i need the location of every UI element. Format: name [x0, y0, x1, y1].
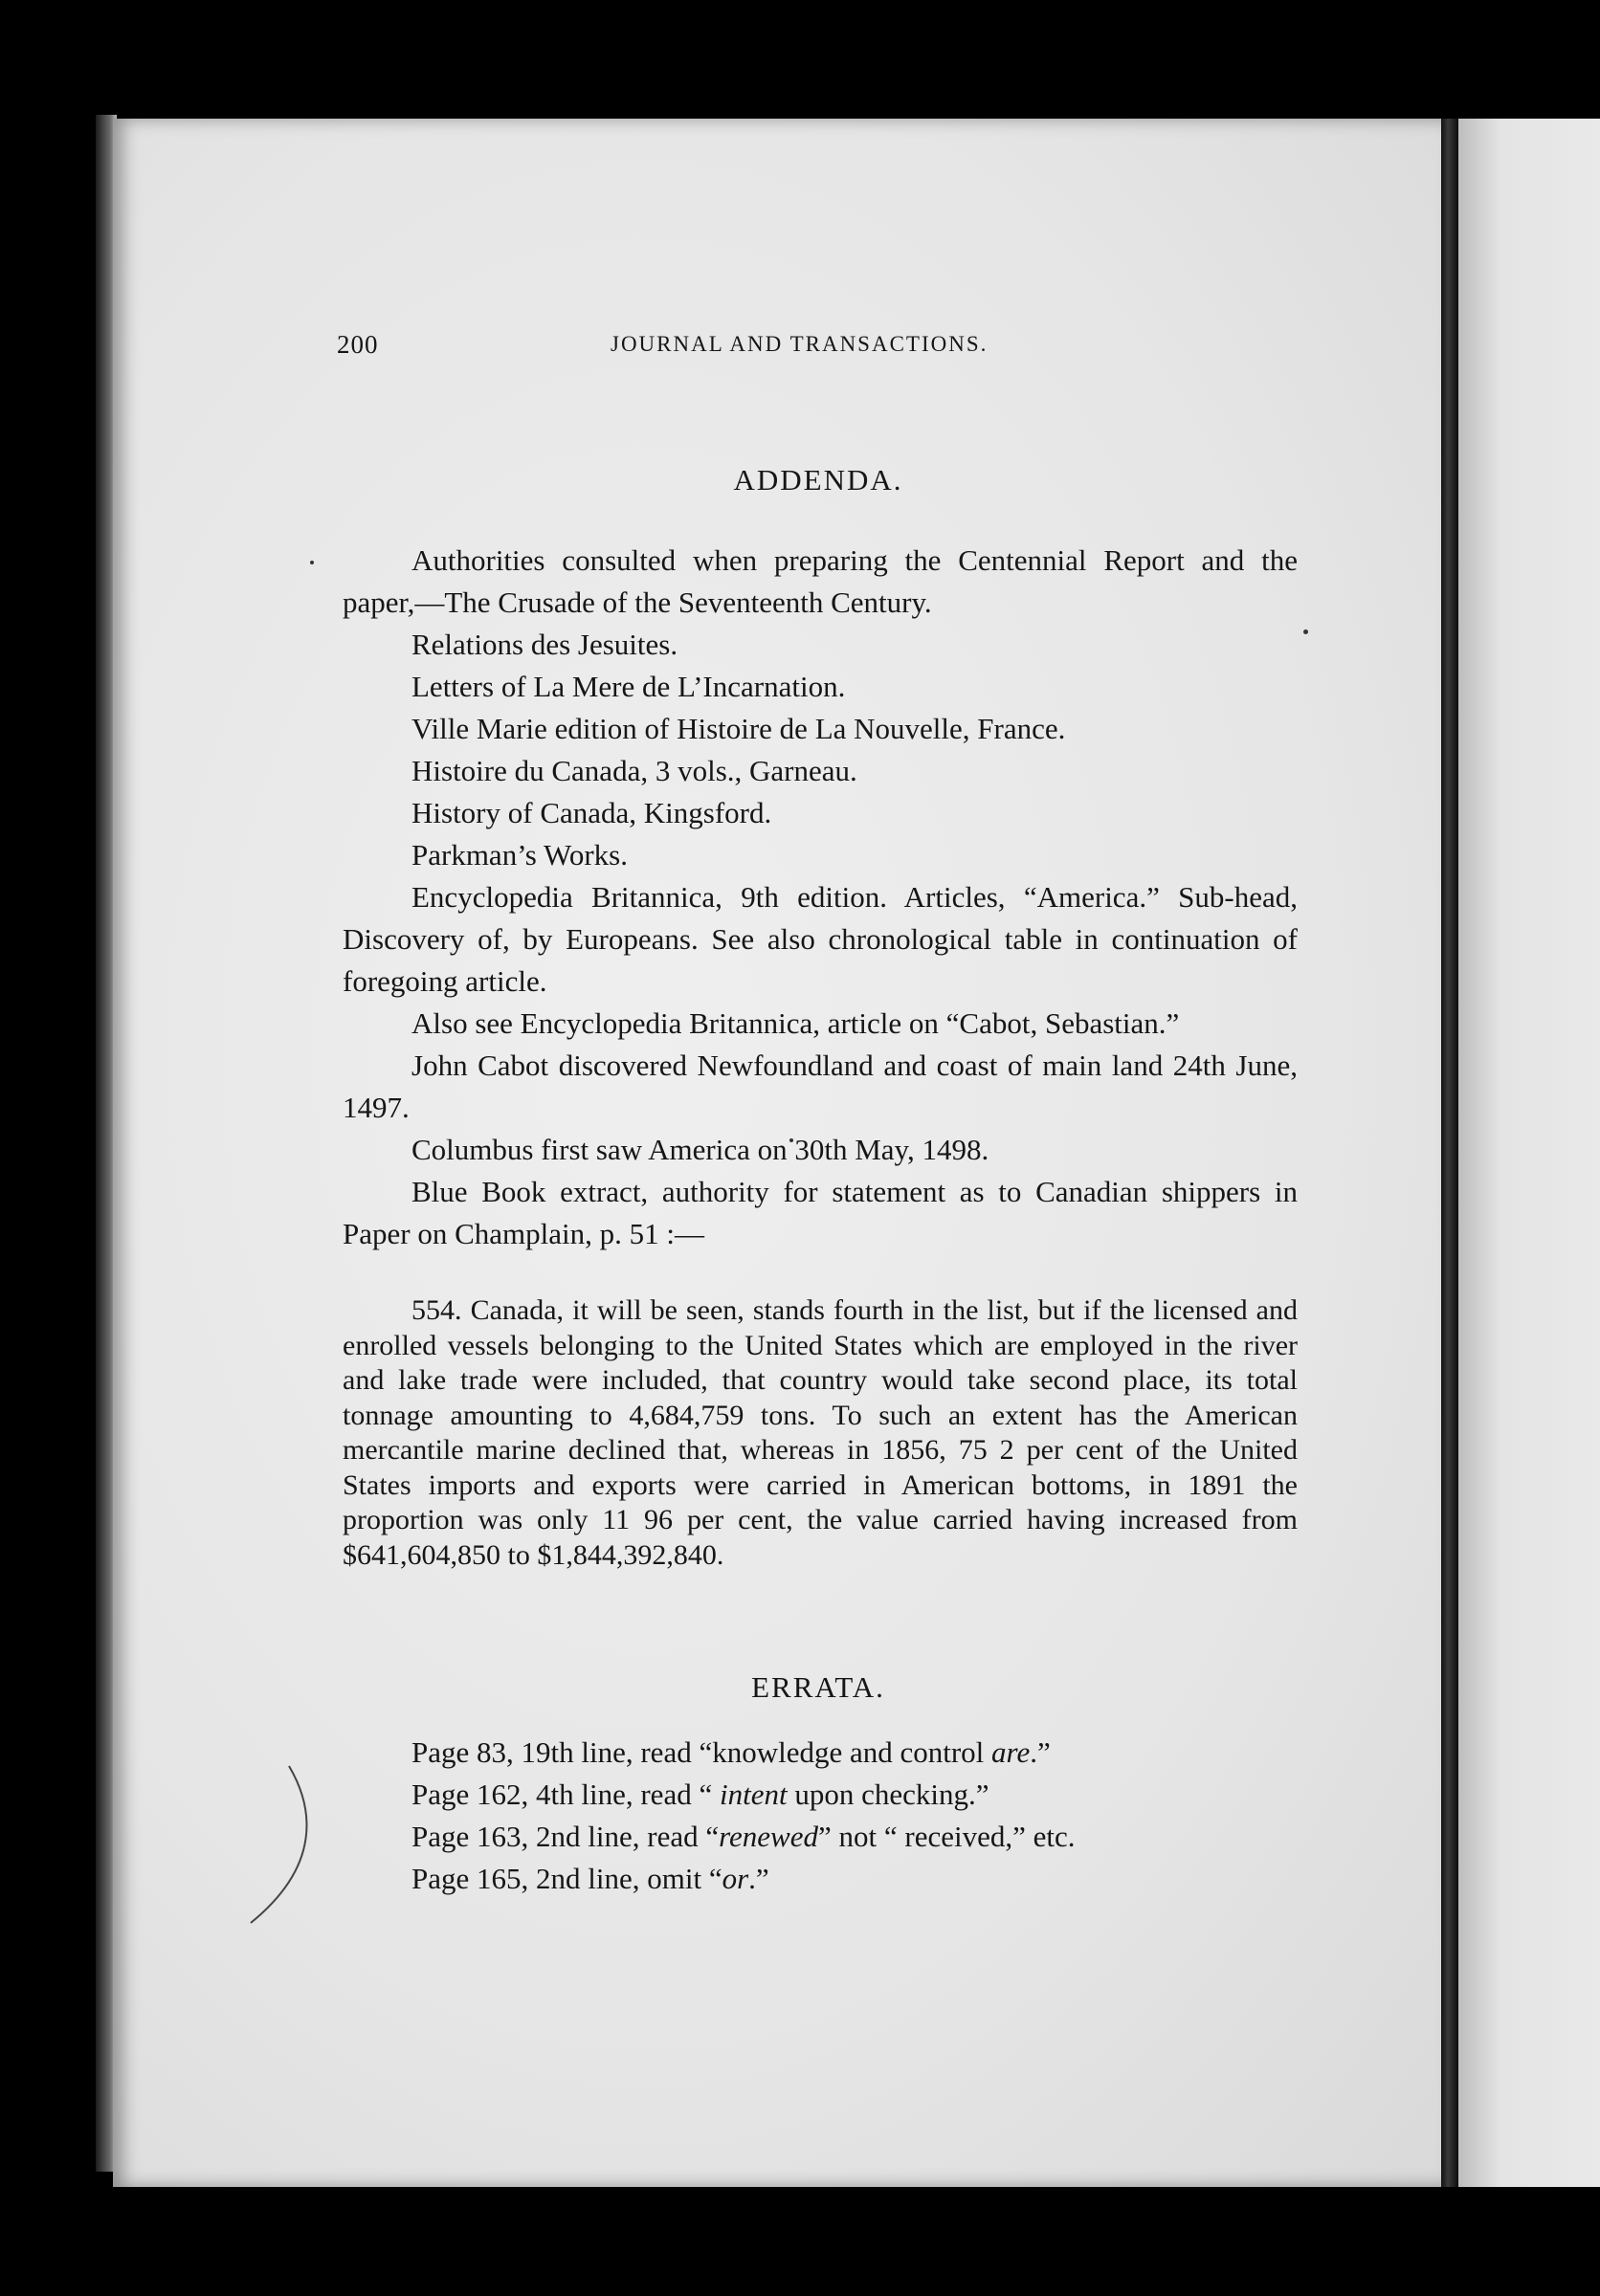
errata-entry: Page 163, 2nd line, read “renewed” not “ received,” etc. [411, 1820, 1076, 1853]
authority-item: Ville Marie edition of Histoire de La Nouvelle, France. [411, 712, 1066, 745]
errata-list [411, 1732, 1273, 1900]
authority-item: History of Canada, Kingsford. [411, 796, 772, 829]
page-header [337, 330, 1300, 364]
errata-entry: Page 162, 4th line, read “ intent upon checking.” [411, 1777, 989, 1811]
facing-page-edge [1458, 119, 1600, 2187]
errata-entry: Page 83, 19th line, read “knowledge and control are.” [411, 1735, 1051, 1769]
running-head: JOURNAL AND TRANSACTIONS. [611, 332, 989, 356]
addenda-paragraph: John Cabot discovered Newfoundland and coast of main land 24th June, 1497. [343, 1049, 1298, 1124]
authority-item: Relations des Jesuites. [411, 628, 678, 661]
addenda-title: ADDENDA. [733, 463, 903, 497]
addenda-paragraph: Blue Book extract, authority for statement as to Canadian shippers in Paper on Champlain, p. 51 :— [343, 1175, 1298, 1250]
blue-book-extract: 554. Canada, it will be seen, stands fourth in the list, but if the licensed and enrolled vessels belonging to the United States which are employed in the river and lake trade were included, that country would take second place, its total tonnage amounting to 4,684,759 tons. To such an extent has the American mercantile marine declined that, whereas in 1856, 75 2 per cent of the United States imports and exports were carried in American bottoms, in 1891 the proportion was only 11 96 per cent, the value carried having increased from $641,604,850 to $1,844,392,840. [343, 1294, 1298, 1571]
book-gutter [1441, 119, 1458, 2187]
authority-item: Letters of La Mere de L’Incarnation. [411, 670, 846, 703]
errata-entry: Page 165, 2nd line, omit “or.” [411, 1862, 769, 1895]
scan-speck [1303, 629, 1308, 634]
addenda-paragraph: Columbus first saw America on 30th May, 1498. [411, 1133, 989, 1166]
errata-title: ERRATA. [751, 1670, 885, 1704]
addenda-body [343, 540, 1298, 1255]
scan-speck [310, 561, 314, 564]
addenda-paragraph: Encyclopedia Britannica, 9th edition. Articles, “America.” Sub-head, Discovery of, by Europeans. See also chronological table in continuation of foregoing article. [343, 880, 1298, 998]
authority-item: Parkman’s Works. [411, 838, 628, 872]
page-number: 200 [337, 330, 379, 359]
pencil-mark [239, 1760, 325, 1932]
addenda-intro: Authorities consulted when preparing the Centennial Report and the paper,—The Crusade of the Seventeenth Century. [343, 543, 1298, 619]
authority-item: Histoire du Canada, 3 vols., Garneau. [411, 754, 857, 787]
addenda-paragraph: Also see Encyclopedia Britannica, article on “Cabot, Sebastian.” [411, 1006, 1180, 1040]
